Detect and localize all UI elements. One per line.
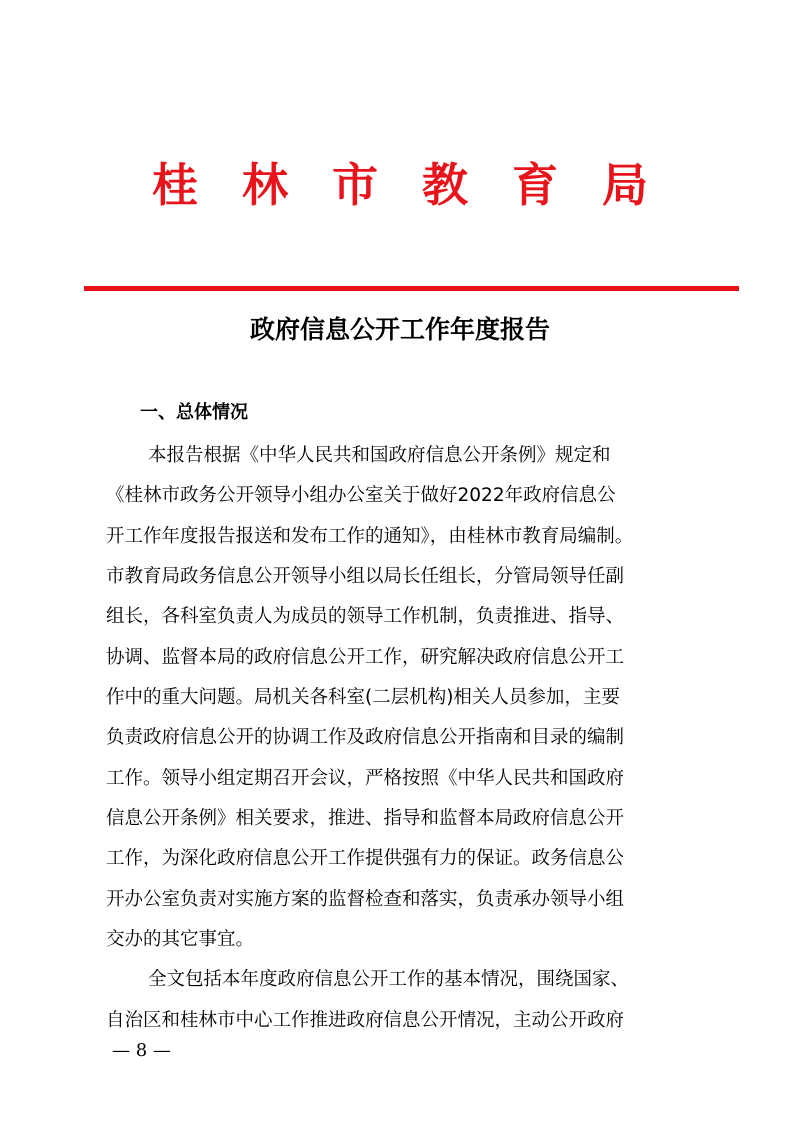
paragraph-line: 自治区和桂林市中心工作推进政府信息公开情况，主动公开政府: [106, 1010, 625, 1031]
paragraph-line: 《桂林市政务公开领导小组办公室关于做好2022年政府信息公: [106, 485, 616, 506]
paragraph-line: 作中的重大问题。局机关各科室(二层机构)相关人员参加，主要: [106, 687, 620, 708]
document-title: 政府信息公开工作年度报告: [249, 315, 550, 344]
paragraph-line: 市教育局政务信息公开领导小组以局长任组长，分管局领导任副: [106, 566, 625, 587]
paragraph-line: 开工作年度报告报送和发布工作的通知》，由桂林市教育局编制。: [106, 526, 634, 547]
paragraph-line: 工作。领导小组定期召开会议，严格按照《中华人民共和国政府: [106, 768, 625, 789]
paragraph-line: 开办公室负责对实施方案的监督检查和落实，负责承办领导小组: [106, 889, 625, 910]
red-divider-rule: [84, 286, 739, 291]
section-heading: 一、总体情况: [140, 402, 248, 423]
paragraph-line: 全文包括本年度政府信息公开工作的基本情况，围绕国家、: [148, 969, 630, 990]
paragraph-line: 信息公开条例》相关要求，推进、指导和监督本局政府信息公开: [106, 808, 625, 829]
paragraph-line: 组长，各科室负责人为成员的领导工作机制，负责推进、指导、: [106, 606, 625, 627]
page-number: — 8 —: [112, 1040, 171, 1061]
issuing-organization-header: 桂林市教育局: [152, 158, 692, 212]
paragraph-line: 负责政府信息公开的协调工作及政府信息公开指南和目录的编制: [106, 727, 625, 748]
paragraph-line: 协调、监督本局的政府信息公开工作，研究解决政府信息公开工: [106, 647, 625, 668]
paragraph-line: 工作，为深化政府信息公开工作提供强有力的保证。政务信息公: [106, 848, 625, 869]
paragraph-line: 交办的其它事宜。: [106, 929, 255, 950]
paragraph-line: 本报告根据《中华人民共和国政府信息公开条例》规定和: [148, 445, 611, 466]
